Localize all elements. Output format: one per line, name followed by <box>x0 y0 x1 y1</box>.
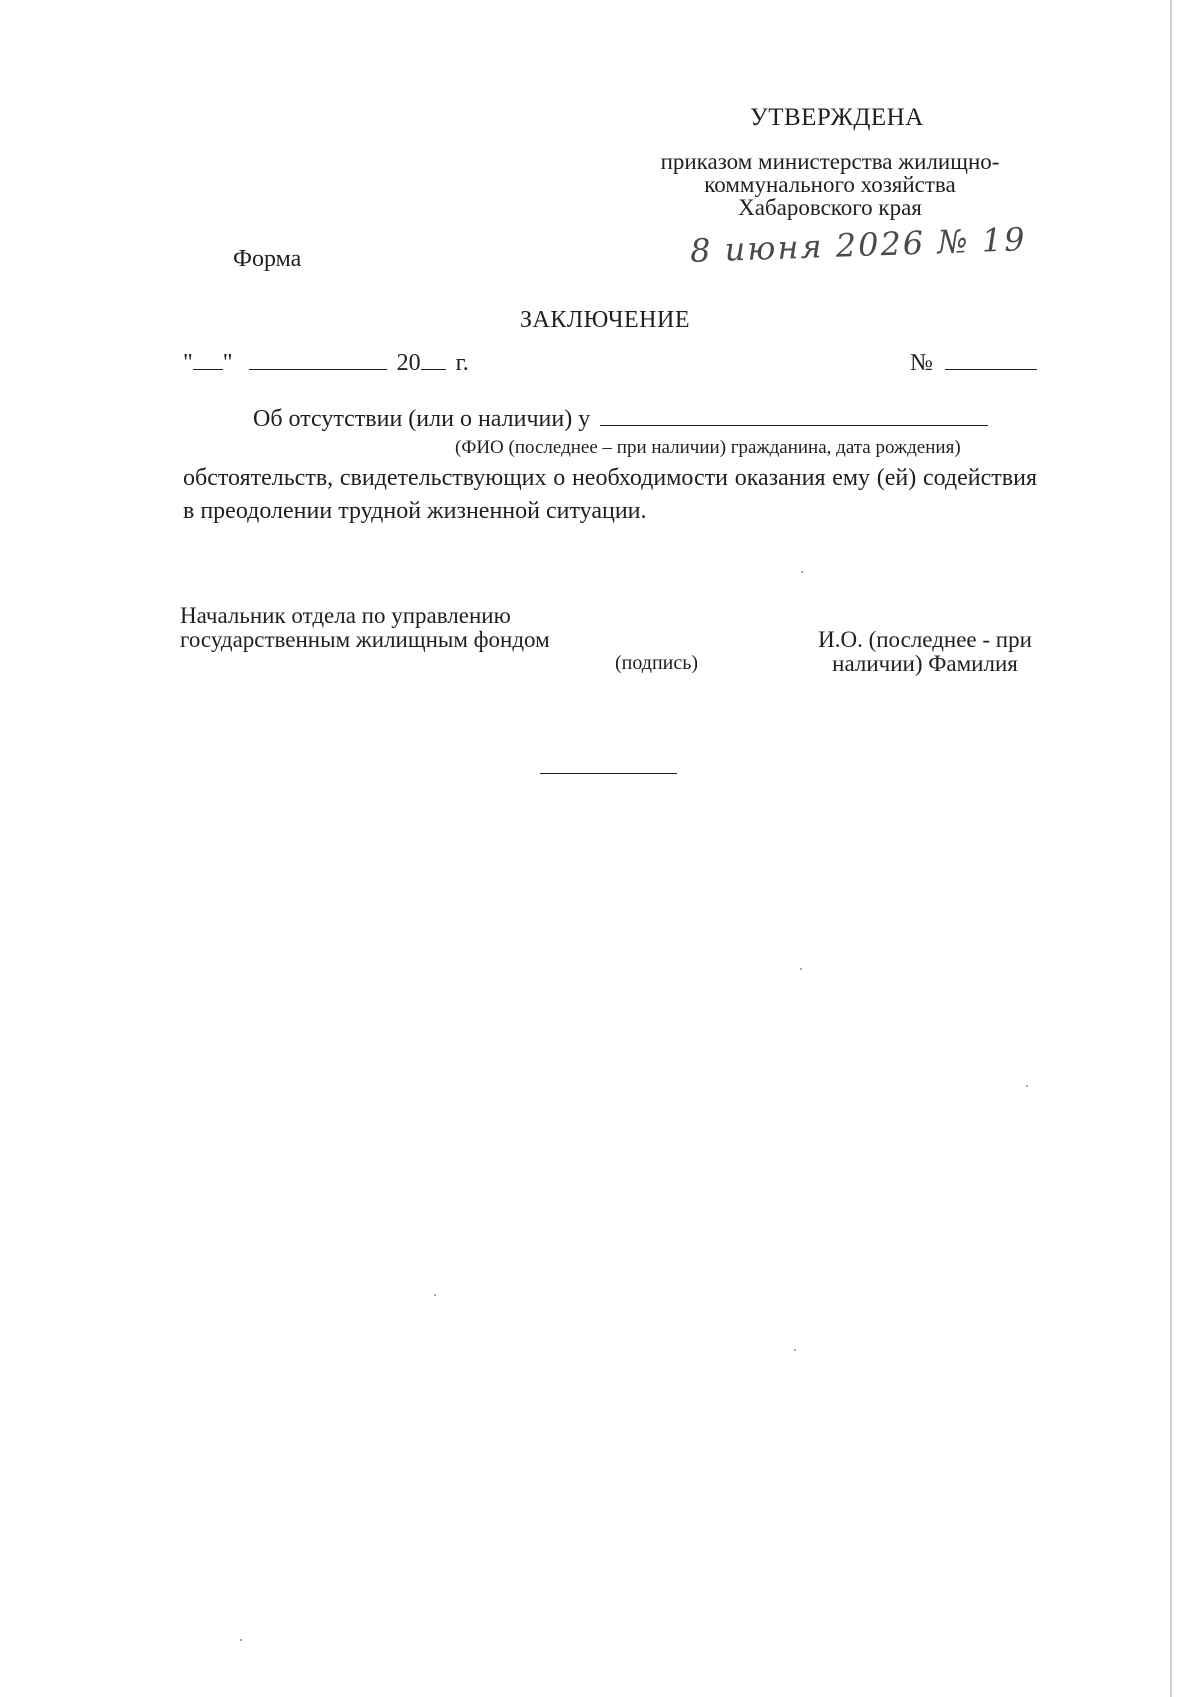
scan-speck <box>434 1294 436 1296</box>
approval-line-3: Хабаровского края <box>738 195 922 220</box>
signatory-position-line-1: Начальник отдела по управлению <box>180 603 511 628</box>
signatory-name-line-2: наличии) Фамилия <box>832 651 1018 676</box>
number-blank[interactable] <box>945 347 1037 370</box>
scan-speck <box>800 968 802 970</box>
form-label: Форма <box>233 246 302 272</box>
year-prefix: 20 <box>396 350 421 376</box>
date-quote-close: " <box>222 350 233 376</box>
absence-line <box>253 403 988 433</box>
scan-speck <box>1026 1085 1028 1087</box>
date-line <box>183 347 469 377</box>
approval-title: УТВЕРЖДЕНА <box>750 104 924 131</box>
approval-line-2: коммунального хозяйства <box>704 172 956 197</box>
body-text: обстоятельств, свидетельствующих о необходимости оказания ему (ей) содействия в преодолении трудной жизненной ситуации. <box>183 465 1037 524</box>
scan-speck <box>240 1639 242 1641</box>
year-suffix: г. <box>455 350 469 376</box>
absence-text: Об отсутствии (или о наличии) у <box>253 406 591 432</box>
end-separator-line <box>540 773 677 774</box>
day-blank[interactable] <box>193 347 223 370</box>
signatory-position <box>180 604 550 652</box>
page-edge-line <box>1170 0 1172 1697</box>
year-blank[interactable] <box>421 347 446 370</box>
scan-speck <box>794 1349 796 1351</box>
document-title: ЗАКЛЮЧЕНИЕ <box>520 307 690 333</box>
fio-caption: (ФИО (последнее – при наличии) гражданина, дата рождения) <box>455 437 961 458</box>
signature-caption: (подпись) <box>615 652 699 674</box>
citizen-name-blank[interactable] <box>600 403 988 426</box>
scan-speck <box>801 571 803 573</box>
date-quote-open: " <box>183 350 193 376</box>
document-number-line <box>910 347 1037 377</box>
signatory-name <box>780 628 1070 676</box>
approval-line-1: приказом министерства жилищно- <box>660 149 1000 174</box>
number-label: № <box>910 350 933 376</box>
month-blank[interactable] <box>249 347 387 370</box>
approval-order-block <box>620 150 1040 219</box>
signatory-name-line-1: И.О. (последнее - при <box>818 627 1032 652</box>
handwritten-approval-date: 8 июня 2026 № 19 <box>689 220 1028 270</box>
signatory-position-line-2: государственным жилищным фондом <box>180 627 550 652</box>
